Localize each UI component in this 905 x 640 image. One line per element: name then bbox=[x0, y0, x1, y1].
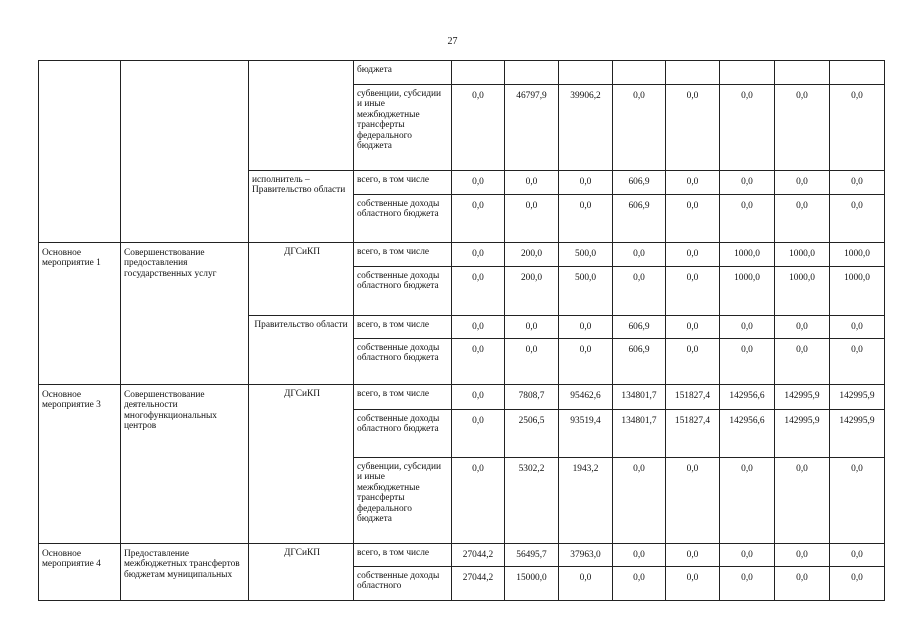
value-cell: 0,0 bbox=[452, 267, 505, 316]
value-cell: 5302,2 bbox=[505, 458, 559, 544]
value-cell: 0,0 bbox=[720, 458, 775, 544]
value-cell: 0,0 bbox=[666, 339, 720, 385]
page-number: 27 bbox=[447, 36, 458, 47]
table-row bbox=[39, 385, 885, 410]
value-cell: 0,0 bbox=[830, 316, 885, 339]
value-cell: 0,0 bbox=[559, 195, 613, 243]
value-cell: 500,0 bbox=[559, 243, 613, 267]
event-name-cell: Предоставление межбюджетных трансфертов бюджетам муниципальных bbox=[121, 544, 249, 601]
value-cell: 0,0 bbox=[505, 171, 559, 195]
value-cell: 0,0 bbox=[452, 385, 505, 410]
value-cell: 0,0 bbox=[775, 544, 830, 567]
event-cell: Основное мероприятие 1 bbox=[39, 243, 121, 385]
source-cell: собственные доходы областного бюджета bbox=[354, 410, 452, 458]
value-cell: 142956,6 bbox=[720, 385, 775, 410]
value-cell bbox=[505, 61, 559, 85]
value-cell: 0,0 bbox=[613, 458, 666, 544]
value-cell: 0,0 bbox=[666, 267, 720, 316]
value-cell: 606,9 bbox=[613, 316, 666, 339]
value-cell: 1000,0 bbox=[775, 243, 830, 267]
value-cell: 0,0 bbox=[775, 458, 830, 544]
value-cell: 27044,2 bbox=[452, 544, 505, 567]
source-cell: бюджета bbox=[354, 61, 452, 85]
value-cell: 0,0 bbox=[720, 544, 775, 567]
value-cell: 2506,5 bbox=[505, 410, 559, 458]
value-cell: 0,0 bbox=[505, 195, 559, 243]
value-cell: 142995,9 bbox=[775, 410, 830, 458]
value-cell: 606,9 bbox=[613, 195, 666, 243]
source-cell: собственные доходы областного бюджета bbox=[354, 339, 452, 385]
event-cell: Основное мероприятие 3 bbox=[39, 385, 121, 544]
value-cell: 0,0 bbox=[720, 567, 775, 601]
value-cell: 46797,9 bbox=[505, 85, 559, 171]
value-cell: 0,0 bbox=[720, 85, 775, 171]
value-cell: 0,0 bbox=[505, 339, 559, 385]
executor-cell: ДГСиКП bbox=[249, 385, 354, 544]
value-cell: 0,0 bbox=[613, 567, 666, 601]
value-cell: 0,0 bbox=[452, 243, 505, 267]
value-cell: 606,9 bbox=[613, 339, 666, 385]
value-cell: 0,0 bbox=[720, 195, 775, 243]
event-name-cell: Совершенствование деятельности многофункциональных центров bbox=[121, 385, 249, 544]
value-cell: 0,0 bbox=[666, 567, 720, 601]
source-cell: собственные доходы областного бюджета bbox=[354, 195, 452, 243]
event-cell bbox=[39, 61, 121, 243]
value-cell: 0,0 bbox=[613, 243, 666, 267]
value-cell: 95462,6 bbox=[559, 385, 613, 410]
value-cell: 0,0 bbox=[720, 171, 775, 195]
value-cell: 0,0 bbox=[830, 171, 885, 195]
value-cell: 0,0 bbox=[452, 316, 505, 339]
value-cell bbox=[666, 61, 720, 85]
source-cell: собственные доходы областного бюджета bbox=[354, 267, 452, 316]
value-cell: 1000,0 bbox=[720, 243, 775, 267]
table-row bbox=[39, 243, 885, 267]
value-cell bbox=[559, 61, 613, 85]
value-cell: 0,0 bbox=[666, 243, 720, 267]
source-cell: субвенции, субсидии и иные межбюджетные трансферты федерального бюджета bbox=[354, 85, 452, 171]
value-cell: 1000,0 bbox=[830, 243, 885, 267]
executor-cell: ДГСиКП bbox=[249, 243, 354, 316]
value-cell: 151827,4 bbox=[666, 410, 720, 458]
value-cell: 0,0 bbox=[559, 339, 613, 385]
value-cell: 0,0 bbox=[775, 316, 830, 339]
value-cell: 0,0 bbox=[559, 316, 613, 339]
value-cell: 0,0 bbox=[720, 339, 775, 385]
executor-cell: исполнитель – Правительство области bbox=[249, 171, 354, 243]
value-cell: 0,0 bbox=[666, 171, 720, 195]
value-cell: 0,0 bbox=[452, 195, 505, 243]
value-cell: 0,0 bbox=[452, 171, 505, 195]
value-cell: 0,0 bbox=[452, 85, 505, 171]
value-cell: 200,0 bbox=[505, 243, 559, 267]
value-cell bbox=[830, 61, 885, 85]
event-name-cell bbox=[121, 61, 249, 243]
value-cell: 7808,7 bbox=[505, 385, 559, 410]
budget-table bbox=[38, 60, 885, 601]
value-cell: 0,0 bbox=[666, 195, 720, 243]
value-cell bbox=[720, 61, 775, 85]
source-cell: всего, в том числе bbox=[354, 544, 452, 567]
source-cell: собственные доходы областного bbox=[354, 567, 452, 601]
value-cell: 0,0 bbox=[775, 195, 830, 243]
value-cell: 37963,0 bbox=[559, 544, 613, 567]
value-cell: 15000,0 bbox=[505, 567, 559, 601]
table-row bbox=[39, 61, 885, 85]
executor-cell bbox=[249, 61, 354, 171]
value-cell: 27044,2 bbox=[452, 567, 505, 601]
value-cell: 0,0 bbox=[613, 267, 666, 316]
event-cell: Основное мероприятие 4 bbox=[39, 544, 121, 601]
value-cell: 1000,0 bbox=[720, 267, 775, 316]
value-cell: 0,0 bbox=[720, 316, 775, 339]
value-cell: 142995,9 bbox=[775, 385, 830, 410]
value-cell: 0,0 bbox=[559, 171, 613, 195]
value-cell: 0,0 bbox=[666, 316, 720, 339]
value-cell: 200,0 bbox=[505, 267, 559, 316]
value-cell: 93519,4 bbox=[559, 410, 613, 458]
source-cell: всего, в том числе bbox=[354, 385, 452, 410]
value-cell: 0,0 bbox=[830, 339, 885, 385]
value-cell: 142956,6 bbox=[720, 410, 775, 458]
value-cell: 142995,9 bbox=[830, 410, 885, 458]
value-cell: 0,0 bbox=[666, 85, 720, 171]
value-cell: 0,0 bbox=[666, 458, 720, 544]
value-cell: 134801,7 bbox=[613, 385, 666, 410]
value-cell: 0,0 bbox=[830, 544, 885, 567]
value-cell: 0,0 bbox=[775, 171, 830, 195]
value-cell: 134801,7 bbox=[613, 410, 666, 458]
value-cell: 0,0 bbox=[830, 195, 885, 243]
value-cell: 0,0 bbox=[452, 339, 505, 385]
executor-cell: ДГСиКП bbox=[249, 544, 354, 601]
value-cell: 0,0 bbox=[775, 567, 830, 601]
value-cell: 1000,0 bbox=[775, 267, 830, 316]
value-cell: 606,9 bbox=[613, 171, 666, 195]
value-cell: 151827,4 bbox=[666, 385, 720, 410]
value-cell: 0,0 bbox=[775, 339, 830, 385]
value-cell: 0,0 bbox=[775, 85, 830, 171]
value-cell bbox=[452, 61, 505, 85]
value-cell: 0,0 bbox=[830, 567, 885, 601]
value-cell: 0,0 bbox=[559, 567, 613, 601]
value-cell: 1943,2 bbox=[559, 458, 613, 544]
source-cell: всего, в том числе bbox=[354, 243, 452, 267]
value-cell: 56495,7 bbox=[505, 544, 559, 567]
value-cell: 500,0 bbox=[559, 267, 613, 316]
value-cell: 0,0 bbox=[452, 458, 505, 544]
value-cell: 142995,9 bbox=[830, 385, 885, 410]
source-cell: всего, в том числе bbox=[354, 171, 452, 195]
source-cell: всего, в том числе bbox=[354, 316, 452, 339]
source-cell: субвенции, субсидии и иные межбюджетные трансферты федерального бюджета bbox=[354, 458, 452, 544]
value-cell bbox=[775, 61, 830, 85]
value-cell: 39906,2 bbox=[559, 85, 613, 171]
executor-cell: Правительство области bbox=[249, 316, 354, 385]
value-cell: 1000,0 bbox=[830, 267, 885, 316]
value-cell: 0,0 bbox=[613, 544, 666, 567]
value-cell: 0,0 bbox=[613, 85, 666, 171]
value-cell: 0,0 bbox=[830, 458, 885, 544]
table-row bbox=[39, 544, 885, 567]
value-cell bbox=[613, 61, 666, 85]
value-cell: 0,0 bbox=[666, 544, 720, 567]
value-cell: 0,0 bbox=[505, 316, 559, 339]
event-name-cell: Совершенствование предоставления государственных услуг bbox=[121, 243, 249, 385]
value-cell: 0,0 bbox=[830, 85, 885, 171]
value-cell: 0,0 bbox=[452, 410, 505, 458]
